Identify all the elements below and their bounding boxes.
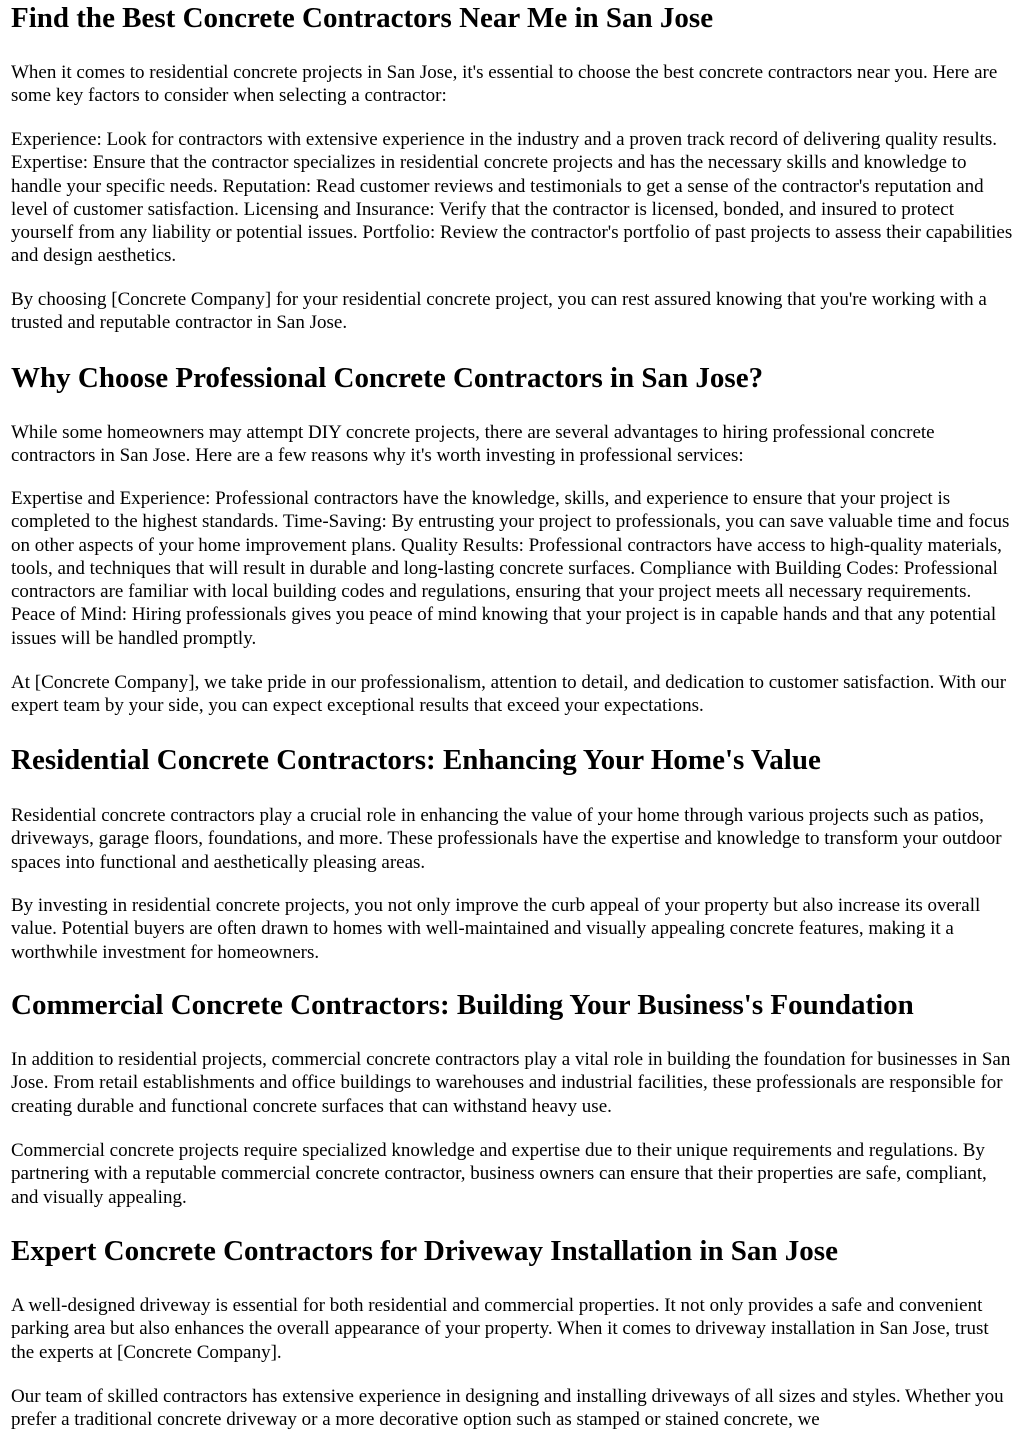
paragraph-professional-reasons: Expertise and Experience: Professional contractors have the knowledge, skills, and experience to ensure that your project is completed to the highest standards. Time-Saving: By entrusting your project to professionals, you can save valuable time and focus on other aspects of your home improvement plans. Quality Results: Professional contractors have access to high-quality materials, tools, and techniques that will result in durable and long-lasting concrete surfaces. Compliance with Building Codes: Professional contractors are familiar with local building codes and regulations, ensuring that your project meets all necessary requirements. Peace of Mind: Hiring professionals gives you peace of mind knowing that your project is in capable hands and that any potential issues will be handled promptly. <box>11 488 1010 649</box>
paragraph-driveway-importance: A well-designed driveway is essential for both residential and commercial properties. It not only provides a safe and convenient parking area but also enhances the overall appearance of your property. When it comes to driveway installation in San Jose, trust the experts at [Concrete Company]. <box>11 1295 989 1363</box>
section-heading-why-choose-professional: Why Choose Professional Concrete Contractors in San Jose? <box>11 362 764 394</box>
paragraph-intro: When it comes to residential concrete projects in San Jose, it's essential to choose the best concrete contractors near you. Here are some key factors to consider when selecting a contractor: <box>11 62 998 107</box>
paragraph-commercial-role: In addition to residential projects, commercial concrete contractors play a vital role in building the foundation for businesses in San Jose. From retail establishments and office buildings to warehouses and industrial facilities, these professionals are responsible for creating durable and functional concrete surfaces that can withstand heavy use. <box>11 1049 1011 1117</box>
section-heading-driveway-installation: Expert Concrete Contractors for Driveway Installation in San Jose <box>11 1235 838 1267</box>
paragraph-residential-role: Residential concrete contractors play a crucial role in enhancing the value of your home through various projects such as patios, driveways, garage floors, foundations, and more. These professionals have the expertise and knowledge to transform your outdoor spaces into functional and aesthetically pleasing areas. <box>11 805 1002 873</box>
paragraph-diy-advantages: While some homeowners may attempt DIY concrete projects, there are several advantages to hiring professional concrete contractors in San Jose. Here are a few reasons why it's worth investing in professional services: <box>11 422 935 467</box>
section-heading-commercial-contractors: Commercial Concrete Contractors: Building Your Business's Foundation <box>11 989 914 1021</box>
section-heading-find-best-contractors: Find the Best Concrete Contractors Near Me in San Jose <box>11 2 714 34</box>
paragraph-key-factors: Experience: Look for contractors with extensive experience in the industry and a proven track record of delivering quality results. Expertise: Ensure that the contractor specializes in residential concrete projects and has the necessary skills and knowledge to handle your specific needs. Reputation: Read customer reviews and testimonials to get a sense of the contractor's reputation and level of customer satisfaction. Licensing and Insurance: Verify that the contractor is licensed, bonded, and insured to protect yourself from any liability or potential issues. Portfolio: Review the contractor's portfolio of past projects to assess their capabilities and design aesthetics. <box>11 129 1013 267</box>
paragraph-driveway-team: Our team of skilled contractors has extensive experience in designing and installing driveways of all sizes and styles. Whether you prefer a traditional concrete driveway or a more decorative option such as stamped or stained concrete, we <box>11 1386 1004 1431</box>
paragraph-residential-value: By investing in residential concrete projects, you not only improve the curb appeal of your property but also increase its overall value. Potential buyers are often drawn to homes with well-maintained and visually appealing concrete features, making it a worthwhile investment for homeowners. <box>11 895 981 963</box>
paragraph-commercial-requirements: Commercial concrete projects require specialized knowledge and expertise due to their unique requirements and regulations. By partnering with a reputable commercial concrete contractor, business owners can ensure that their properties are safe, compliant, and visually appealing. <box>11 1140 987 1208</box>
paragraph-choosing-company: By choosing [Concrete Company] for your residential concrete project, you can rest assured knowing that you're working with a trusted and reputable contractor in San Jose. <box>11 289 987 334</box>
paragraph-company-pride: At [Concrete Company], we take pride in our professionalism, attention to detail, and dedication to customer satisfaction. With our expert team by your side, you can expect exceptional results that exceed your expectations. <box>11 672 1007 717</box>
section-heading-residential-contractors: Residential Concrete Contractors: Enhancing Your Home's Value <box>11 744 821 776</box>
